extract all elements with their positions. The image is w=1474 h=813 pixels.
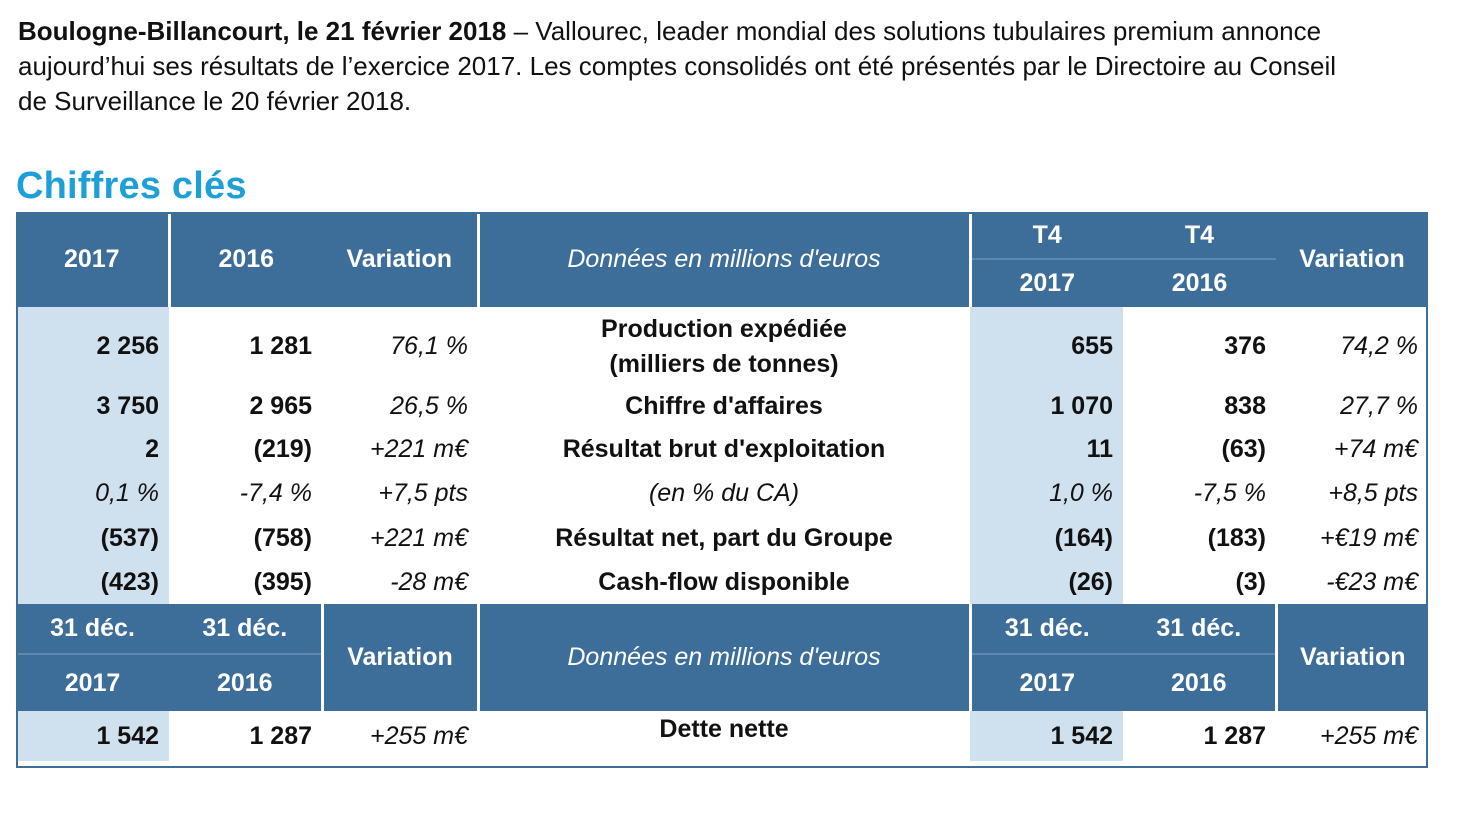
- debt-label: Dette nette: [659, 715, 789, 743]
- intro-line-3: de Surveillance le 20 février 2018.: [18, 86, 412, 116]
- cell-q-variation: +8,5 pts: [1328, 479, 1418, 507]
- cell-q-2017: 1,0 %: [970, 471, 1123, 516]
- row-label: Chiffre d'affaires: [625, 392, 823, 420]
- cell-q-variation: 27,7 %: [1340, 392, 1418, 420]
- header1-t4-2017: T4: [970, 212, 1123, 259]
- cell-variation: +7,5 pts: [378, 479, 468, 507]
- intro-line-1-rest: – Vallourec, leader mondial des solutions tubulaires premium annonce: [506, 16, 1322, 46]
- cell-2017: 2 256: [16, 307, 169, 386]
- cell-2016: (758): [253, 523, 312, 552]
- header1-year-2016: 2016: [169, 212, 322, 307]
- cell-q-2017: (164): [970, 516, 1123, 560]
- header1-variation: Variation: [322, 212, 478, 307]
- cell-q-2016: (3): [1235, 567, 1266, 596]
- row-label: Cash-flow disponible: [598, 567, 850, 596]
- cell-2016: (395): [253, 567, 312, 596]
- header1-variation-quarter: Variation: [1276, 212, 1428, 307]
- cell-variation: 26,5 %: [390, 392, 468, 420]
- header2-unit-label: Données en millions d'euros: [478, 604, 970, 711]
- header1-unit-label: Données en millions d'euros: [478, 212, 970, 307]
- debt-row: [16, 711, 1428, 761]
- header2-date-q-2017: 31 déc.: [970, 604, 1123, 654]
- cell-2017: 0,1 %: [16, 471, 169, 516]
- cell-2017: (423): [16, 560, 169, 604]
- header1-q-2017: 2017: [970, 259, 1123, 307]
- cell-2017: 2: [16, 427, 169, 471]
- row-label: [478, 307, 970, 386]
- cell-q-variation: -€23 m€: [1326, 567, 1418, 596]
- header1-row-top: [16, 212, 1428, 259]
- cell-2016: 2 965: [249, 392, 312, 420]
- row-label-line-2: (milliers de tonnes): [609, 349, 839, 378]
- table-row: [16, 386, 1428, 427]
- header2-date-2017: 31 déc.: [16, 604, 169, 654]
- intro-paragraph: [18, 14, 1474, 119]
- header2-date-q-2016: 31 déc.: [1123, 604, 1276, 654]
- header2-q-2017: 2017: [970, 654, 1123, 711]
- table-row: [16, 307, 1428, 386]
- header1-q-2016: 2016: [1123, 259, 1276, 307]
- table-row: [16, 516, 1428, 560]
- cell-variation: +221 m€: [370, 523, 468, 552]
- cell-q-2017: 1 070: [970, 386, 1123, 427]
- key-figures-table-wrapper: [16, 212, 1428, 770]
- section-title: Chiffres clés: [16, 165, 247, 207]
- cell-2016: -7,4 %: [239, 479, 312, 507]
- header2-q-2016: 2016: [1123, 654, 1276, 711]
- debt-2016: 1 287: [249, 721, 312, 750]
- cell-q-2017: 11: [970, 427, 1123, 471]
- cell-variation: +221 m€: [370, 434, 468, 463]
- header2-year-2017: 2017: [16, 654, 169, 711]
- header2-year-2016: 2016: [169, 654, 322, 711]
- cell-q-variation: +€19 m€: [1320, 523, 1418, 552]
- cell-q-2017: 655: [970, 307, 1123, 386]
- debt-variation: +255 m€: [370, 721, 468, 750]
- debt-q-2017: 1 542: [970, 711, 1123, 761]
- debt-q-2016: 1 287: [1203, 721, 1266, 750]
- cell-q-2016: 376: [1224, 332, 1266, 360]
- cell-2016: 1 281: [249, 332, 312, 360]
- cell-q-2016: (63): [1221, 434, 1266, 463]
- header1-t4-2016: T4: [1123, 212, 1276, 259]
- header2-variation-quarter: Variation: [1276, 604, 1428, 711]
- cell-q-variation: +74 m€: [1333, 434, 1418, 463]
- intro-line-1: [18, 14, 1474, 49]
- cell-variation: -28 m€: [390, 567, 468, 596]
- debt-q-variation: +255 m€: [1320, 721, 1418, 750]
- cell-2017: 3 750: [16, 386, 169, 427]
- table-row: [16, 471, 1428, 516]
- cell-variation: 76,1 %: [390, 332, 468, 360]
- cell-q-2016: (183): [1207, 523, 1266, 552]
- cell-2017: (537): [16, 516, 169, 560]
- header2-date-2016: 31 déc.: [169, 604, 322, 654]
- row-label: (en % du CA): [648, 479, 800, 507]
- cell-q-2017: (26): [970, 560, 1123, 604]
- cell-q-variation: 74,2 %: [1340, 332, 1418, 360]
- intro-line-2: aujourd’hui ses résultats de l’exercice 2017. Les comptes consolidés ont été présentés par le Directoire au Conseil: [18, 51, 1337, 81]
- key-figures-table: [16, 212, 1428, 761]
- cell-q-2016: 838: [1224, 392, 1266, 420]
- cell-q-2016: -7,5 %: [1193, 479, 1266, 507]
- table-row: [16, 427, 1428, 471]
- intro-lead: Boulogne-Billancourt, le 21 février 2018: [18, 16, 507, 46]
- table-row: [16, 560, 1428, 604]
- row-label: Résultat brut d'exploitation: [562, 434, 886, 463]
- cell-2016: (219): [253, 434, 312, 463]
- header2-variation: Variation: [322, 604, 478, 711]
- header1-year-2017: 2017: [16, 212, 169, 307]
- row-label: Résultat net, part du Groupe: [555, 523, 893, 552]
- header2-row-top: [16, 604, 1428, 654]
- debt-2017: 1 542: [16, 711, 169, 761]
- row-label-line-1: Production expédiée: [601, 314, 847, 343]
